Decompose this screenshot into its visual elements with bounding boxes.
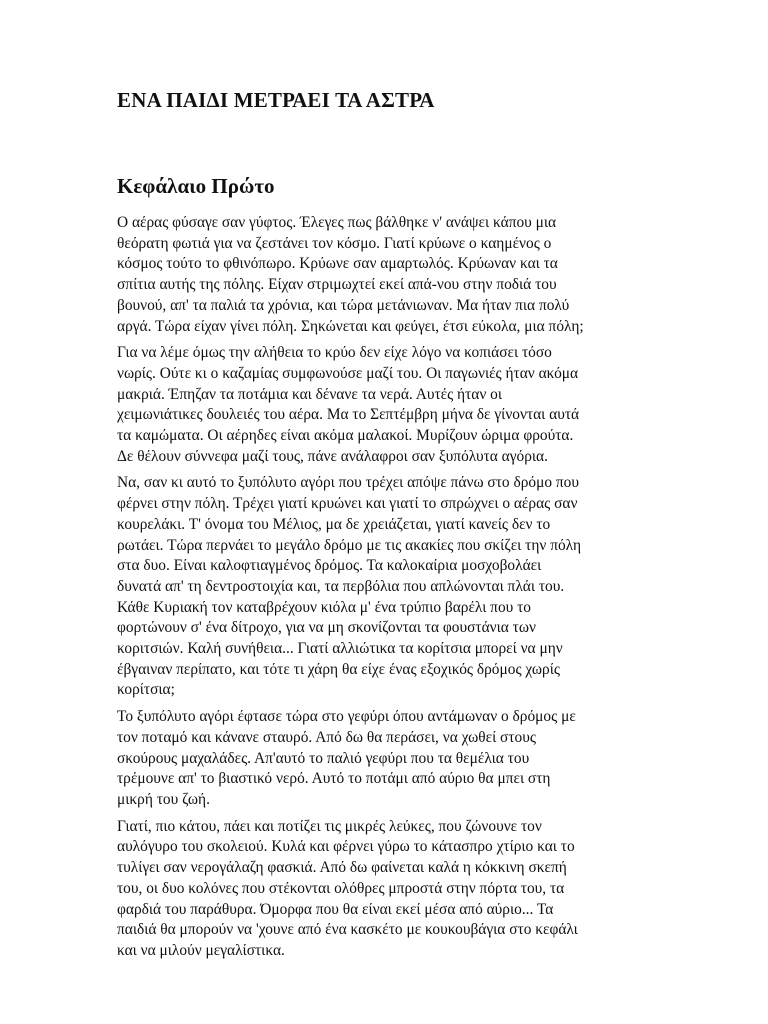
paragraph-line: μικρή του ζωή. <box>117 790 210 808</box>
paragraph-line: θεόρατη φωτιά για να ζεστάνει τον κόσμο. Γιατί κρύωνε ο καημένος ο <box>117 234 552 252</box>
paragraph-line: σκούρους μαχαλάδες. Απ'αυτό το παλιό γεφύρι που τα θεμέλια του <box>117 749 530 767</box>
paragraph <box>117 213 651 337</box>
paragraph-line: χειμωνιάτικες δουλειές του αέρα. Μα το Σεπτέμβρη μήνα δε γίνονται αυτά <box>117 406 580 424</box>
paragraph-line: Να, σαν κι αυτό το ξυπόλυτο αγόρι που τρέχει απόψε πάνω στο δρόμο που <box>117 474 579 492</box>
paragraph-line: και να μιλούν μεγαλίστικα. <box>117 941 285 959</box>
paragraph-line: τρέμουνε απ' το βιαστικό νερό. Αυτό το ποτάμι από αύριο θα μπει στη <box>117 770 551 788</box>
chapter-heading: Κεφάλαιο Πρώτο <box>117 174 275 198</box>
paragraph-line: στα δυο. Είναι καλοφτιαγμένος δρόμος. Τα καλοκαίρια μοσχοβολάει <box>117 557 542 575</box>
paragraph-line: μακριά. Έπηζαν τα ποτάμια και δένανε τα νερά. Αυτές ήταν οι <box>117 385 502 403</box>
paragraph-line: Για να λέμε όμως την αλήθεια το κρύο δεν είχε λόγο να κοπιάσει τόσο <box>117 344 552 362</box>
paragraph <box>117 707 651 811</box>
paragraph-line: Το ξυπόλυτο αγόρι έφτασε τώρα στο γεφύρι όπου αντάμωναν ο δρόμος με <box>117 708 576 726</box>
paragraph-line: νωρίς. Ούτε κι ο καζαμίας συμφωνούσε μαζί του. Οι παγωνιές ήταν ακόμα <box>117 364 579 382</box>
paragraph-line: Δε θέλουν σύννεφα μαζί τους, πάνε ανάλαφροι σαν ξυπόλυτα αγόρια. <box>117 447 548 465</box>
paragraph-line: βουνού, απ' τα παλιά τα χρόνια, και τώρα μετάνιωναν. Μα ήταν πια πολύ <box>117 296 570 314</box>
paragraph-line: τα καμώματα. Οι αέρηδες είναι ακόμα μαλακοί. Μυρίζουν ώριμα φρούτα. <box>117 427 574 445</box>
paragraph-line: του, οι δυο κολόνες που στέκονται ολόθρες μπροστά στην πόρτα του, τα <box>117 879 565 897</box>
paragraph-line: ρωτάει. Τώρα περνάει το μεγάλο δρόμο με τις ακακίες που σκίζει την πόλη <box>117 536 582 554</box>
paragraph-line: τον ποταμό και κάνανε σταυρό. Από δω θα περάσει, να χωθεί στους <box>117 728 536 746</box>
document-title: ΕΝΑ ΠΑΙΔΙ ΜΕΤΡΑΕΙ ΤΑ ΑΣΤΡΑ <box>117 88 435 112</box>
paragraph-line: κορίτσια; <box>117 681 175 699</box>
body-text <box>117 213 651 968</box>
paragraph <box>117 473 651 701</box>
paragraph-line: παιδιά θα μπορούν να 'χουνε από ένα κασκέτο με κουκουβάγια στο κεφάλι <box>117 921 578 939</box>
paragraph-line: δυνατά απ' τη δεντροστοιχία και, τα περβόλια που απλώνονται πλάι του. <box>117 577 565 595</box>
paragraph-line: κόσμος τούτο το φθινόπωρο. Κρύωνε σαν αμαρτωλός. Κρύωναν και τα <box>117 255 558 273</box>
paragraph-line: φέρνει στην πόλη. Τρέχει γιατί κρυώνει και γιατί το σπρώχνει ο αέρας σαν <box>117 495 578 513</box>
paragraph-line: φαρδιά του παράθυρα. Όμορφα που θα είναι εκεί μέσα από αύριο... Τα <box>117 900 554 918</box>
paragraph-line: Γιατί, πιο κάτου, πάει και ποτίζει τις μικρές λεύκες, που ζώνουνε τον <box>117 817 542 835</box>
paragraph-line: αργά. Τώρα είχαν γίνει πόλη. Σηκώνεται και φεύγει, έτσι εύκολα, μια πόλη; <box>117 317 584 335</box>
paragraph-line: Ο αέρας φύσαγε σαν γύφτος. Έλεγες πως βάλθηκε ν' ανάψει κάπου μια <box>117 214 557 231</box>
paragraph-line: τυλίγει σαν νερογάλαζη φασκιά. Από δω φαίνεται καλά η κόκκινη σκεπή <box>117 859 567 877</box>
paragraph-line: φορτώνουν σ' ένα δίτροχο, για να μη σκονίζονται τα φουστάνια των <box>117 619 536 637</box>
paragraph-line: σπίτια αυτής της πόλης. Είχαν στριμωχτεί εκεί απά-νου στην ποδιά του <box>117 276 557 294</box>
paragraph-line: κουρελάκι. Τ' όνομα του Μέλιος, μα δε χρειάζεται, γιατί κανείς δεν το <box>117 515 551 533</box>
paragraph-line: κοριτσιών. Καλή συνήθεια... Γιατί αλλιώτικα τα κορίτσια μπορεί να μην <box>117 640 563 658</box>
paragraph-line: αυλόγυρο του σκολειού. Κυλά και φέρνει γύρω το κάτασπρο χτίριο και το <box>117 838 575 856</box>
paragraph-line: έβγαιναν περίπατο, και τότε τι χάρη θα είχε ένας εξοχικός δρόμος χωρίς <box>117 660 560 678</box>
paragraph <box>117 343 651 467</box>
paragraph-line: Κάθε Κυριακή τον καταβρέχουν κιόλα μ' ένα τρύπιο βαρέλι που το <box>117 598 531 616</box>
paragraph <box>117 817 651 962</box>
